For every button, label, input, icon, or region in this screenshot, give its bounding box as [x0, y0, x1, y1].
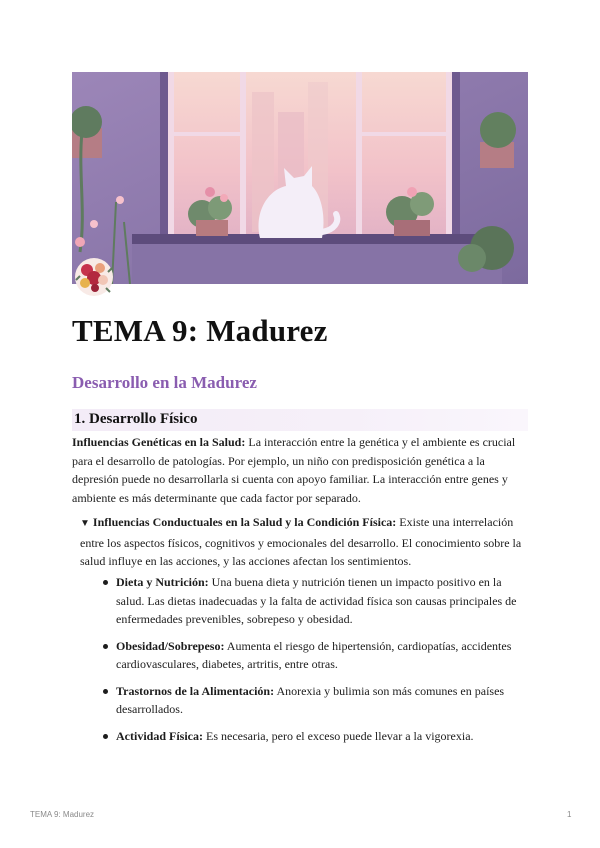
list-item [100, 637, 524, 674]
footer-title: TEMA 9: Madurez [30, 810, 95, 819]
toggle-bold-label: Influencias Conductuales en la Salud y la Condición Física: [92, 515, 397, 529]
cover-image [72, 72, 528, 284]
list-item-bold: Actividad Física: [116, 728, 203, 743]
list-item-text: Anorexia y bulimia son más comunes en países desarrollados. [116, 683, 505, 716]
list-item-bold: Trastornos de la Alimentación: [116, 683, 275, 698]
bullet-list [100, 573, 524, 753]
list-item-text: Una buena dieta y nutrición tienen un impacto positivo en la salud. Las dietas inadecuadas y la falta de actividad física son causas principales de enfermedades prevenibles, sobrepeso y obesidad. [116, 575, 517, 626]
list-item-bold: Obesidad/Sobrepeso: [116, 638, 225, 653]
paragraph-bold-label: Influencias Genéticas en la Salud: [72, 435, 246, 449]
subsection-heading: 1. Desarrollo Físico [74, 411, 198, 427]
list-item [100, 682, 524, 719]
triangle-down-icon[interactable]: ▼ [80, 518, 90, 529]
list-item [100, 573, 524, 629]
list-item-text: Es necesaria, pero el exceso puede llevar a la vigorexia. [203, 728, 474, 743]
paragraph-genetic-influences [72, 433, 528, 507]
paragraph-text: La interacción entre la genética y el ambiente es crucial para el desarrollo de patologías. Por ejemplo, un niño con predisposición genética a la depresión puede no desarrollarla si cuenta con apoyo familiar. La interacción entre genes y ambiente es más determinante que cada factor por separado. [72, 435, 516, 505]
toggle-text: Existe una interrelación entre los aspectos físicos, cognitivos y emocionales del desarrollo. El conocimiento sobre la salud influye en las acciones, y las acciones afectan los sentimientos. [80, 515, 522, 568]
section-heading: Desarrollo en la Madurez [72, 373, 257, 392]
toggle-block[interactable] [80, 513, 528, 571]
page-number: 1 [567, 810, 572, 819]
list-item-bold: Dieta y Nutrición: [116, 575, 209, 589]
list-item [100, 727, 524, 746]
flower-bouquet-icon [74, 256, 114, 298]
list-item-text: Aumenta el riesgo de hipertensión, cardiopatías, accidentes cardiovasculares, diabetes, artritis, entre otras. [116, 638, 512, 671]
page-title: TEMA 9: Madurez [72, 313, 328, 348]
